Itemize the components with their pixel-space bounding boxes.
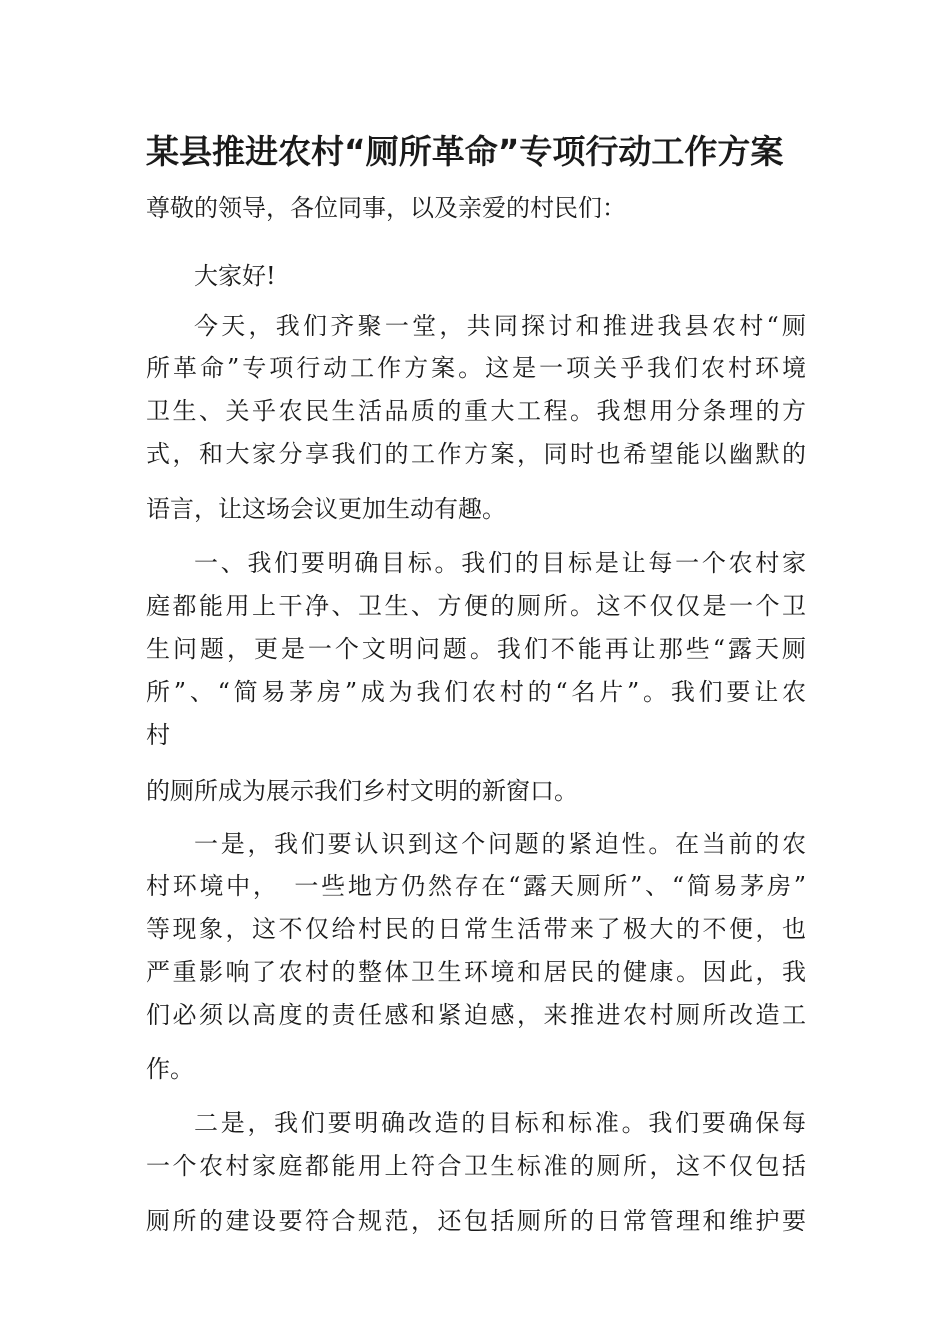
paragraph-line: 卫生、关乎农民生活品质的重大工程。我想用分条理的方	[146, 397, 806, 425]
paragraph-line: 所”、“简易茅房”成为我们农村的“名片”。我们要让农	[146, 678, 806, 706]
paragraph-line: 一是，我们要认识到这个问题的紧迫性。在当前的农	[194, 830, 806, 858]
paragraph-line: 一个农村家庭都能用上符合卫生标准的厕所，这不仅包括	[146, 1152, 806, 1180]
paragraph-line: 村	[146, 721, 170, 749]
paragraph-line: 厕所的建设要符合规范，还包括厕所的日常管理和维护要	[146, 1207, 806, 1235]
greeting: 大家好!	[194, 262, 276, 290]
paragraph-line: 所革命”专项行动工作方案。这是一项关乎我们农村环境	[146, 354, 806, 382]
paragraph-line: 严重影响了农村的整体卫生环境和居民的健康。因此，我	[146, 958, 806, 986]
paragraph-line: 村环境中， 一些地方仍然存在“露天厕所”、“简易茅房”	[146, 872, 806, 900]
paragraph-line: 二是，我们要明确改造的目标和标准。我们要确保每	[194, 1109, 806, 1137]
paragraph-line: 的厕所成为展示我们乡村文明的新窗口。	[146, 777, 578, 805]
paragraph-line: 式，和大家分享我们的工作方案，同时也希望能以幽默的	[146, 440, 806, 468]
paragraph-line: 们必须以高度的责任感和紧迫感，来推进农村厕所改造工	[146, 1001, 806, 1029]
paragraph-line: 作。	[146, 1055, 194, 1083]
paragraph-line: 生问题，更是一个文明问题。我们不能再让那些“露天厕	[146, 635, 806, 663]
paragraph-line: 庭都能用上干净、卫生、方便的厕所。这不仅仅是一个卫	[146, 592, 806, 620]
paragraph-line: 一、我们要明确目标。我们的目标是让每一个农村家	[194, 549, 806, 577]
document-title: 某县推进农村“厕所革命”专项行动工作方案	[146, 132, 784, 171]
salutation: 尊敬的领导，各位同事，以及亲爱的村民们：	[146, 194, 626, 222]
paragraph-line: 等现象，这不仅给村民的日常生活带来了极大的不便，也	[146, 915, 806, 943]
paragraph-line: 语言，让这场会议更加生动有趣。	[146, 495, 506, 523]
paragraph-line: 今天，我们齐聚一堂，共同探讨和推进我县农村“厕	[194, 312, 806, 340]
